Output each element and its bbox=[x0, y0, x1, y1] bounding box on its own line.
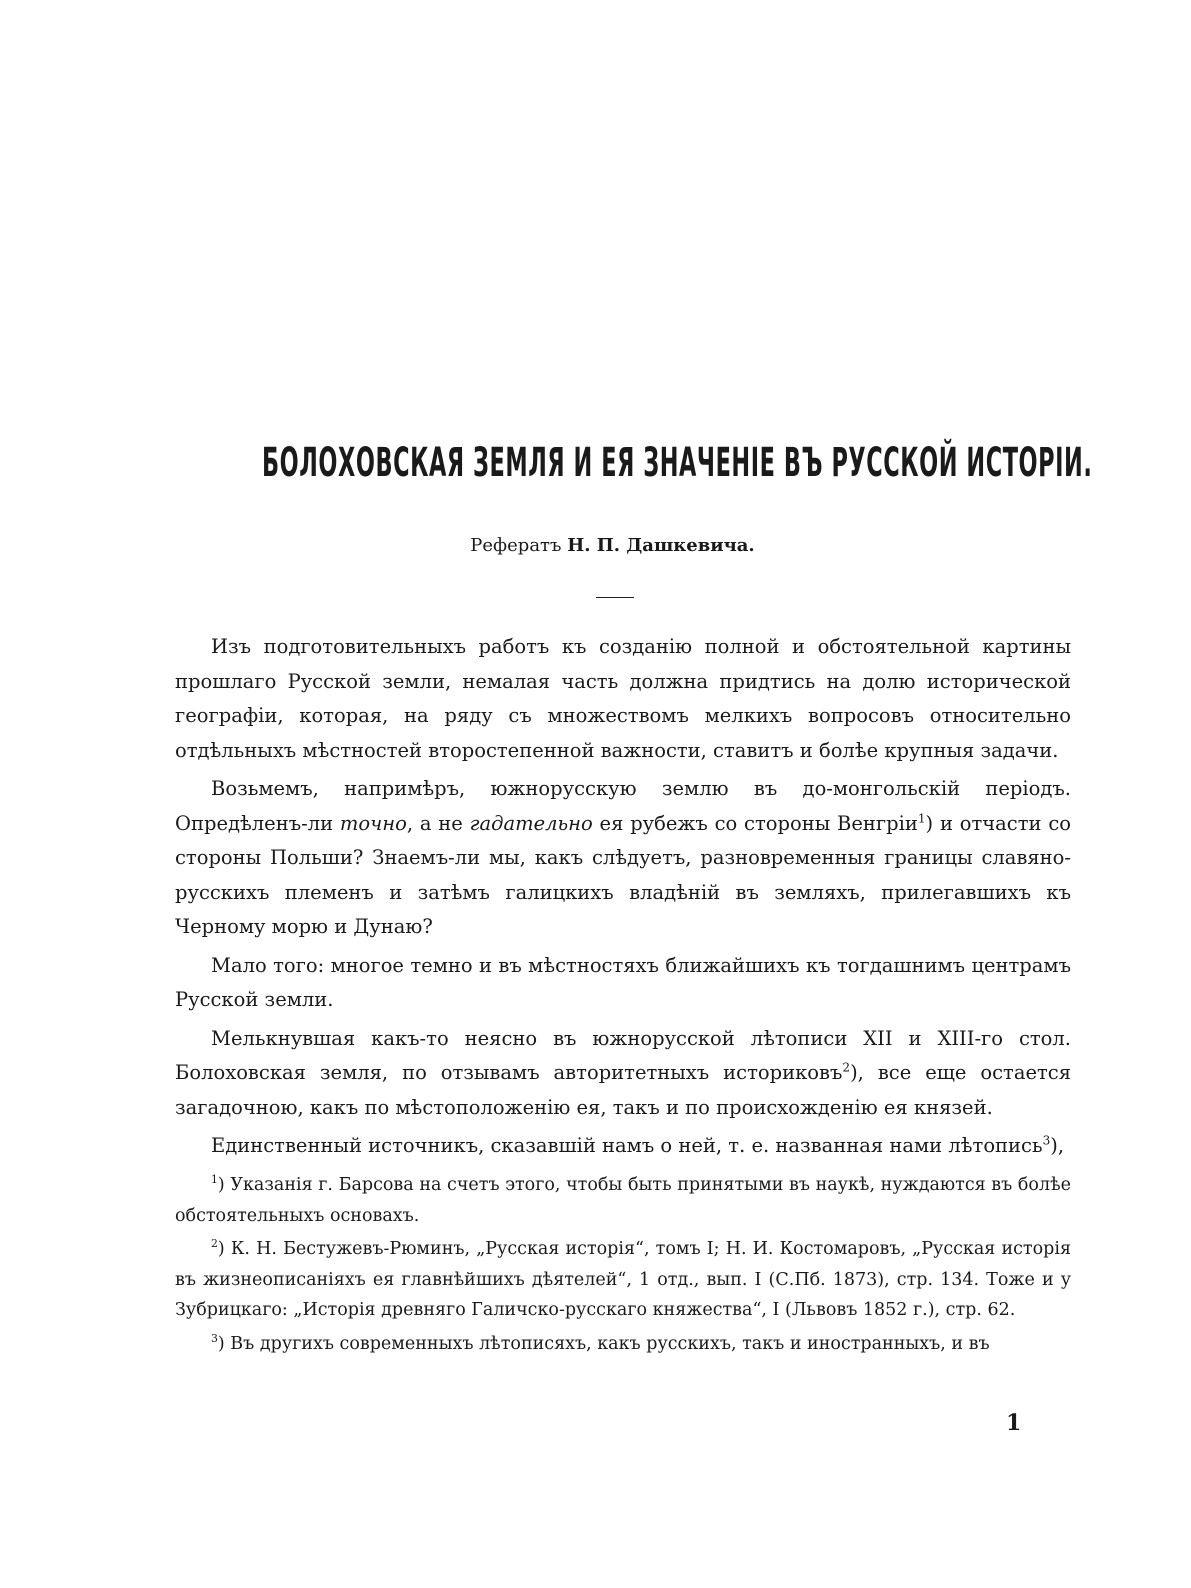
article-title: БОЛОХОВСКАЯ ЗЕМЛЯ И ЕЯ ЗНАЧЕНІЕ ВЪ РУССКОЙ ИСТОРІИ. bbox=[262, 440, 1093, 486]
paragraph-5: Единственный источникъ, сказавшій намъ о ней, т. е. названная нами лѣтопись$^3$), bbox=[211, 1133, 1065, 1157]
footnote-ref-3: 3 bbox=[1042, 1133, 1051, 1148]
emphasis-gadatelno: гадательно bbox=[469, 811, 593, 835]
title-divider bbox=[596, 597, 634, 598]
subtitle-prefix: Рефератъ bbox=[470, 535, 562, 556]
footnote-3: $^3$) Въ другихъ современныхъ лѣтописяхъ, какъ русскихъ, такъ и иностранныхъ, и въ bbox=[211, 1331, 990, 1354]
author-name: Н. П. Дашкевича. bbox=[567, 535, 755, 556]
footnotes bbox=[175, 1170, 1071, 1362]
main-text bbox=[175, 630, 1071, 1168]
article-subtitle bbox=[0, 535, 1191, 556]
footnote-ref-1: 1 bbox=[917, 811, 926, 825]
footnote-1: $^1$) Указанія г. Барсова на счетъ этого, чтобы быть принятыми въ наукѣ, нуждаются въ болѣе обстоятельныхъ основахъ. bbox=[175, 1173, 1071, 1226]
footnote-ref-2: 2 bbox=[842, 1060, 851, 1075]
paragraph-2: Возьмемъ, напримѣръ, южнорусскую землю въ до-монгольскій періодъ. Опредѣленъ-ли точно, а не гадательно ея рубежъ со стороны Венгріи$^1$) и отчасти со стороны Польши? Знаемъ-ли мы, какъ слѣдуетъ, разновременныя границы славяно-русскихъ племенъ и затѣмъ галицкихъ владѣній въ земляхъ, прилегавшихъ къ Черному морю и Дунаю? bbox=[175, 777, 1071, 938]
paragraph-3: Мало того: многое темно и въ мѣстностяхъ ближайшихъ къ тогдашнимъ центрамъ Русской земли. bbox=[175, 953, 1071, 1011]
emphasis-tochno: точно bbox=[339, 811, 407, 835]
page-number: 1 bbox=[1006, 1410, 1022, 1436]
footnote-2: $^2$) К. Н. Бестужевъ-Рюминъ, „Русская исторія“, томъ I; Н. И. Костомаровъ, „Русская исторія въ жизнеописаніяхъ ея главнѣйшихъ дѣятелей“, 1 отд., вып. I (С.Пб. 1873), стр. 134. Тоже и у Зубрицкаго: „Исторія древняго Галичско-русскаго княжества“, I (Львовъ 1852 г.), стр. 62. bbox=[175, 1237, 1071, 1320]
paragraph-4: Мелькнувшая какъ-то неясно въ южнорусской лѣтописи XII и XIII-го стол. Болоховская земля, по отзывамъ авторитетныхъ историковъ$^2$), все еще остается загадочною, какъ по мѣстоположенію ея, такъ и по происхожденію ея князей. bbox=[175, 1026, 1071, 1119]
paragraph-1: Изъ подготовительныхъ работъ къ созданію полной и обстоятельной картины прошлаго Русской земли, немалая часть должна придтись на долю исторической географіи, которая, на ряду съ множествомъ мелкихъ вопросовъ относительно отдѣльныхъ мѣстностей второстепенной важности, ставитъ и болѣе крупныя задачи. bbox=[175, 635, 1071, 762]
